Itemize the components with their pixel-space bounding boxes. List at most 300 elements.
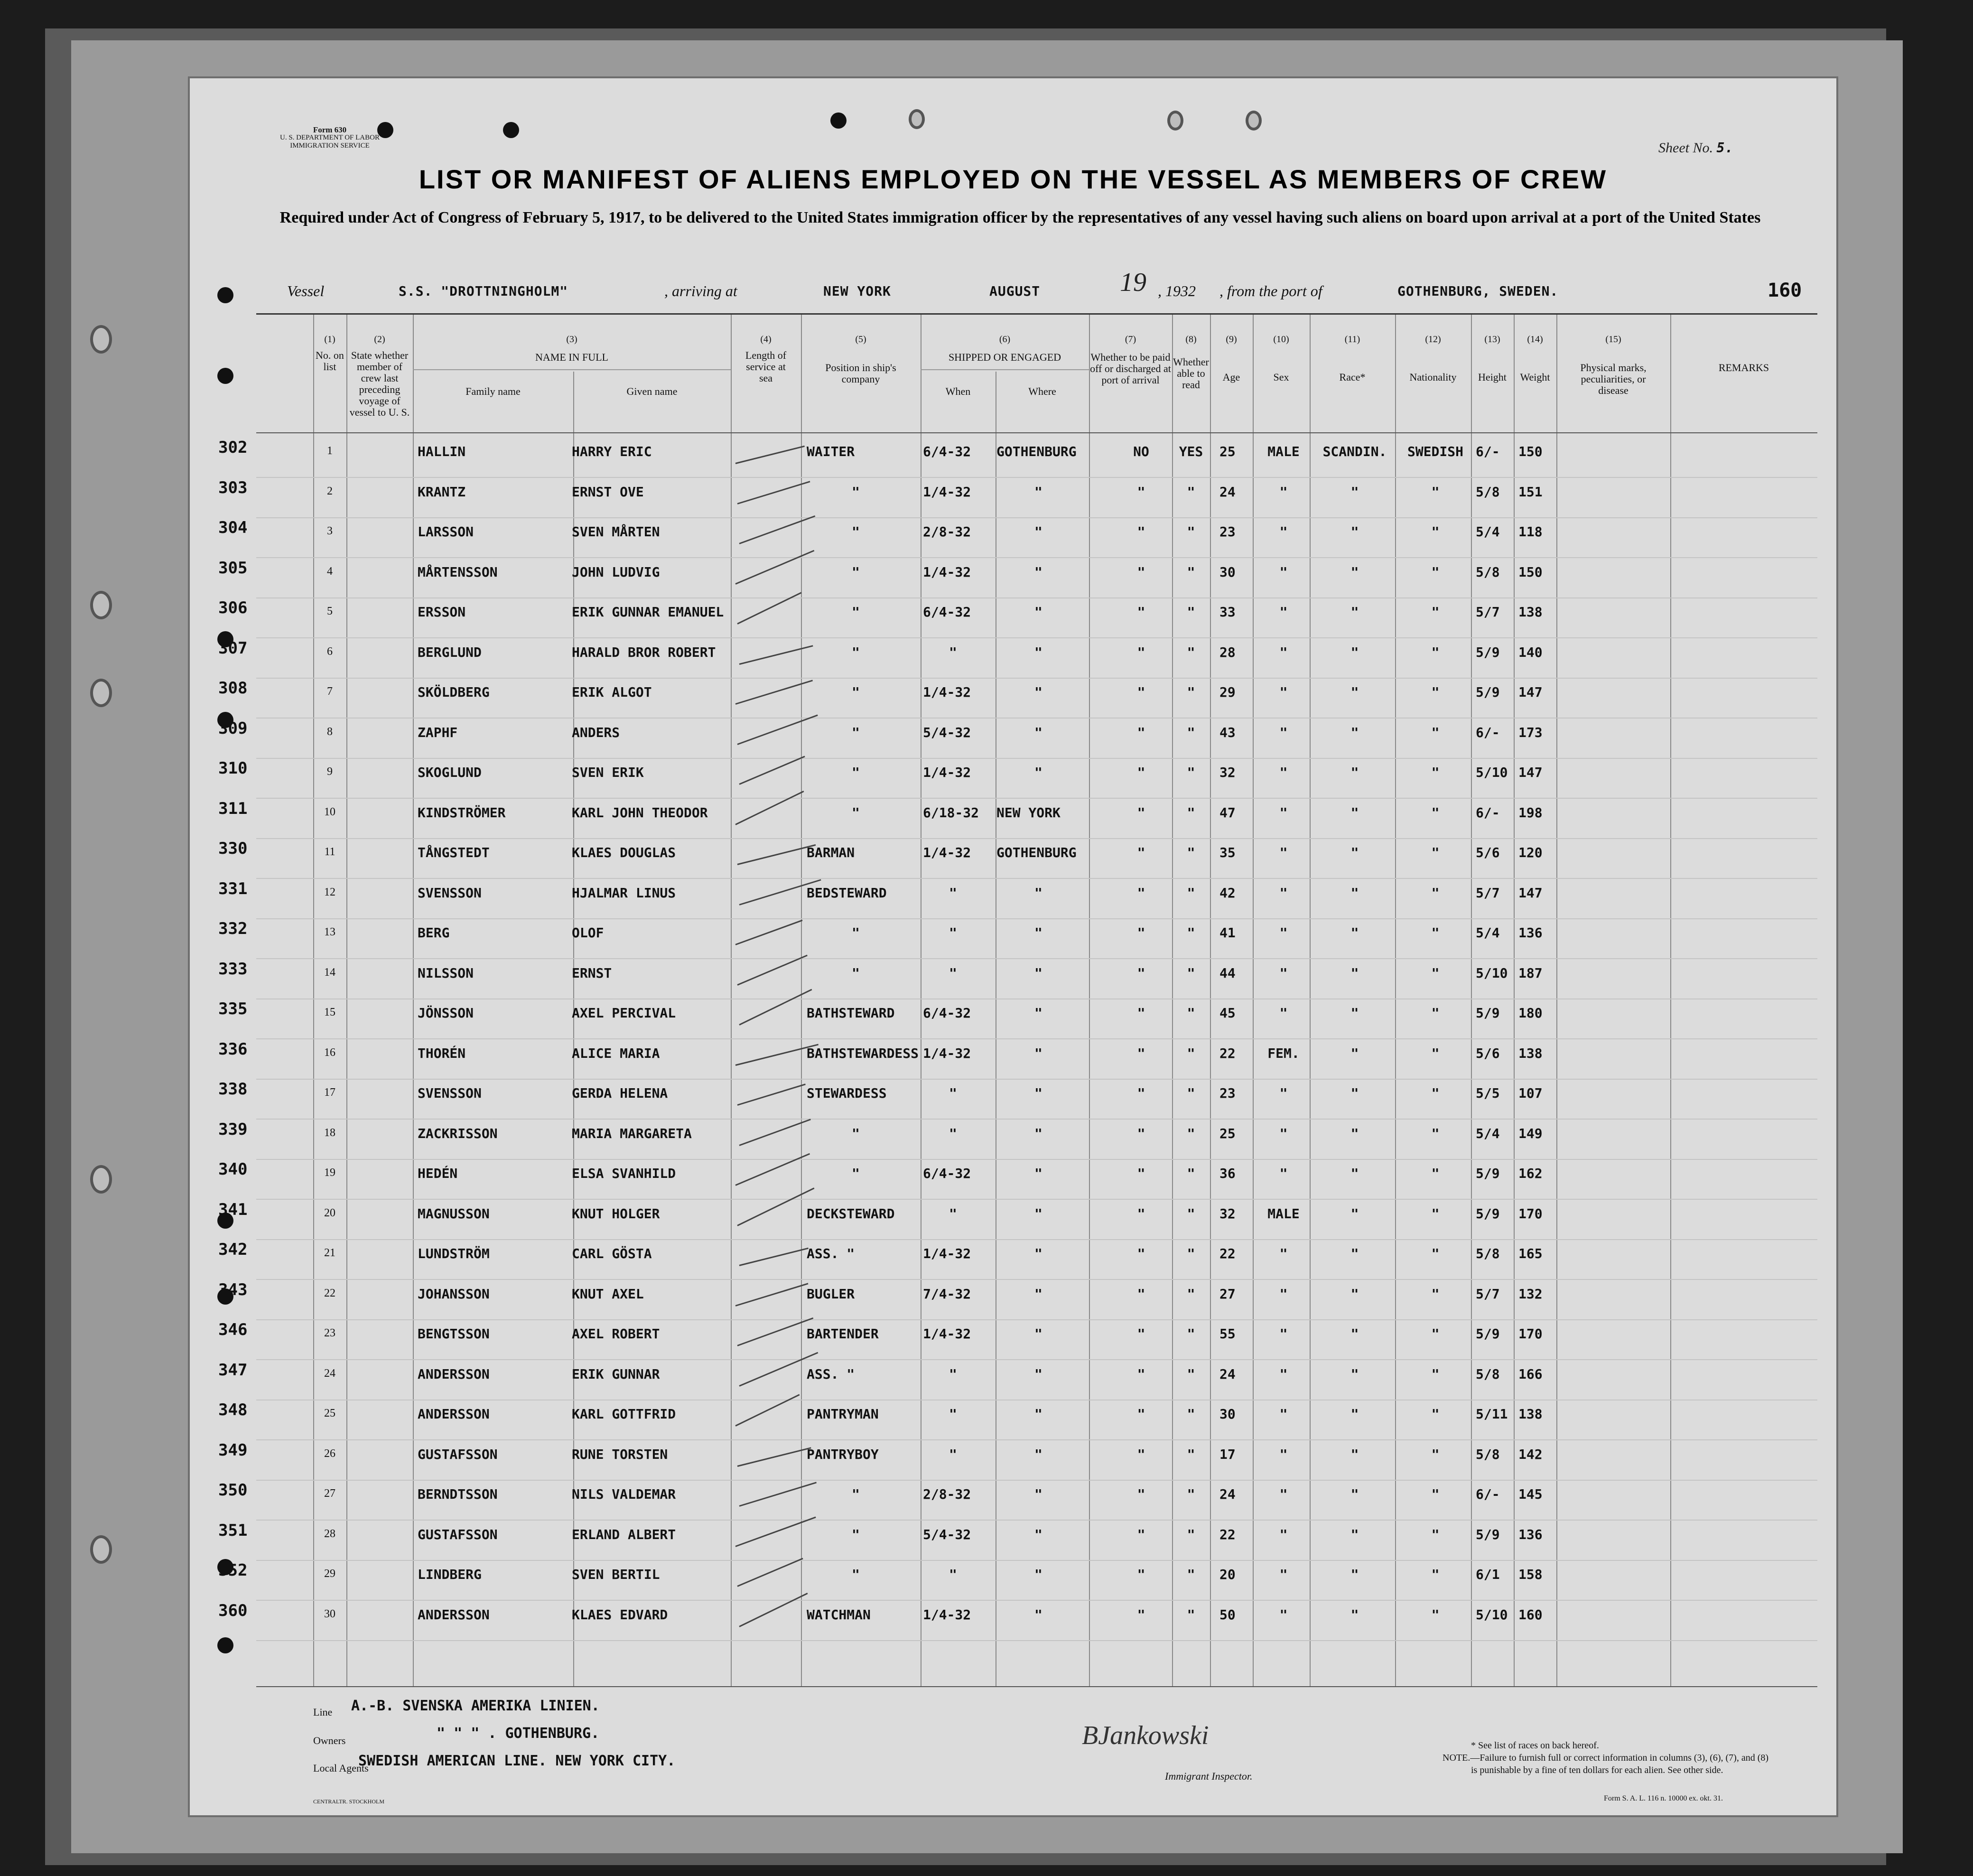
given-name: JOHN LUDVIG <box>572 564 660 580</box>
position: " <box>852 684 860 700</box>
weight: 138 <box>1518 604 1543 620</box>
shipped-when: 1/4-32 <box>923 1326 971 1342</box>
header-num: (11) <box>1344 334 1360 345</box>
printer-mark: CENTRALTR. STOCKHOLM <box>313 1798 385 1805</box>
height: 5/7 <box>1476 885 1500 901</box>
sex: " <box>1279 1486 1288 1502</box>
manifest-footer <box>256 1687 1817 1806</box>
manifest-serial: 302 <box>218 438 248 457</box>
family-name: JÖNSSON <box>418 1005 474 1021</box>
shipped-when: " <box>949 1125 957 1141</box>
sex: " <box>1279 765 1288 780</box>
header-col4 <box>731 334 801 384</box>
table-row <box>218 518 1817 558</box>
paid-off: " <box>1137 484 1145 500</box>
position: " <box>852 1567 860 1582</box>
list-number: 19 <box>324 1167 335 1179</box>
arrival-day: 19 <box>1120 268 1146 297</box>
sex: FEM. <box>1267 1045 1300 1061</box>
height: 5/9 <box>1476 1166 1500 1181</box>
given-name: ERLAND ALBERT <box>572 1526 676 1542</box>
sheet-number <box>1658 140 1733 156</box>
list-number: 30 <box>324 1607 335 1620</box>
position: BARTENDER <box>807 1326 879 1342</box>
weight: 147 <box>1518 885 1543 901</box>
family-name: ANDERSSON <box>418 1606 490 1623</box>
paid-off: " <box>1137 524 1145 540</box>
list-number: 5 <box>327 605 333 617</box>
able-to-read: " <box>1187 1246 1195 1261</box>
header-num: (1) <box>324 334 335 345</box>
header-label: Position in ship's company <box>825 362 896 385</box>
page-subtitle: Required under Act of Congress of February 5, 1917, to be delivered to the United States immigration officer by the representatives of any vessel having such aliens on board upon arrival at a port of the United States <box>279 209 1761 226</box>
height: 6/1 <box>1476 1567 1500 1582</box>
shipped-where: " <box>1034 1125 1042 1141</box>
list-number: 17 <box>324 1086 335 1099</box>
shipped-where: " <box>1034 684 1042 700</box>
department: U. S. DEPARTMENT OF LABOR <box>280 134 380 141</box>
manifest-serial: 310 <box>218 759 248 778</box>
list-number: 3 <box>327 525 333 537</box>
stamp-number: 160 <box>1768 280 1802 301</box>
paid-off: NO <box>1133 444 1149 459</box>
paid-off: " <box>1137 1606 1145 1623</box>
shipped-when: " <box>949 1406 957 1422</box>
nationality: " <box>1431 1486 1440 1502</box>
able-to-read: " <box>1187 1366 1195 1382</box>
manifest-serial: 330 <box>218 839 248 858</box>
list-number: 2 <box>327 485 333 497</box>
list-number: 9 <box>327 765 333 778</box>
weight: 147 <box>1518 765 1543 780</box>
height: 5/4 <box>1476 524 1500 540</box>
page-title: LIST OR MANIFEST OF ALIENS EMPLOYED ON THE VESSEL AS MEMBERS OF CREW <box>419 164 1608 194</box>
check-mark <box>737 1558 803 1587</box>
height: 5/9 <box>1476 1205 1500 1222</box>
table-row <box>218 1280 1817 1320</box>
position: " <box>852 1526 860 1542</box>
height: 5/4 <box>1476 925 1500 941</box>
header-col11 <box>1310 334 1395 383</box>
header-label: Height <box>1478 371 1507 383</box>
agents-value: SWEDISH AMERICAN LINE. NEW YORK CITY. <box>358 1753 676 1769</box>
inspector-signature: BJankowski <box>1082 1721 1209 1750</box>
age: 24 <box>1219 1486 1236 1502</box>
given-name: ERIK GUNNAR <box>572 1366 660 1382</box>
position: DECKSTEWARD <box>807 1205 895 1222</box>
sex: " <box>1279 684 1288 700</box>
header-col1 <box>313 334 346 373</box>
ring-hole <box>90 591 112 619</box>
shipped-where: " <box>1034 1526 1042 1542</box>
age: 24 <box>1219 1366 1236 1382</box>
age: 25 <box>1219 1125 1236 1141</box>
nationality: " <box>1431 604 1440 620</box>
age: 22 <box>1219 1246 1236 1261</box>
position: " <box>852 1166 860 1181</box>
punch-hole <box>503 122 519 138</box>
age: 17 <box>1219 1446 1236 1462</box>
age: 43 <box>1219 724 1236 740</box>
manifest-serial: 305 <box>218 558 248 578</box>
family-name: TÅNGSTEDT <box>418 845 490 860</box>
check-mark <box>737 1447 811 1467</box>
paid-off: " <box>1137 804 1145 821</box>
header-label: Whether to be paid off or discharged at port of arrival <box>1090 351 1171 386</box>
punch-hole <box>830 112 847 129</box>
sex: " <box>1279 1166 1288 1181</box>
able-to-read: " <box>1187 1326 1195 1342</box>
shipped-when: " <box>949 965 957 981</box>
race: SCANDIN. <box>1322 444 1387 459</box>
header-label: Nationality <box>1409 371 1457 383</box>
table-row <box>218 1601 1817 1641</box>
family-name: JOHANSSON <box>418 1286 490 1302</box>
table-row <box>218 679 1817 719</box>
given-name: ERNST OVE <box>572 484 644 500</box>
header-when: When <box>945 385 971 397</box>
shipped-when: 1/4-32 <box>923 1045 971 1061</box>
age: 36 <box>1219 1166 1236 1181</box>
given-name: KNUT AXEL <box>572 1286 644 1302</box>
owners-label: Owners <box>313 1735 346 1746</box>
subheader-rule <box>921 369 1089 370</box>
shipped-where: " <box>1034 1446 1042 1462</box>
shipped-where: " <box>1034 644 1042 660</box>
position: PANTRYMAN <box>807 1406 879 1422</box>
height: 5/10 <box>1476 965 1508 981</box>
shipped-when: 6/4-32 <box>923 1005 971 1021</box>
position: " <box>852 1486 860 1502</box>
age: 27 <box>1219 1286 1236 1302</box>
shipped-when: 1/4-32 <box>923 845 971 860</box>
shipped-where: " <box>1034 1406 1042 1422</box>
given-name: ERNST <box>572 965 612 981</box>
age: 35 <box>1219 845 1236 860</box>
paid-off: " <box>1137 1526 1145 1542</box>
able-to-read: " <box>1187 1045 1195 1061</box>
footnote-penalty-cont: is punishable by a fine of ten dollars for each alien. See other side. <box>1471 1765 1723 1775</box>
crew-table <box>218 313 1817 1686</box>
paid-off: " <box>1137 1205 1145 1222</box>
manifest-serial: 340 <box>218 1160 248 1179</box>
position: " <box>852 564 860 580</box>
age: 22 <box>1219 1045 1236 1061</box>
position: " <box>852 804 860 821</box>
height: 5/10 <box>1476 1606 1508 1623</box>
shipped-where: " <box>1034 925 1042 941</box>
position: " <box>852 724 860 740</box>
able-to-read: " <box>1187 845 1195 860</box>
family-name: MÅRTENSSON <box>418 564 498 580</box>
check-mark <box>737 954 807 985</box>
form-number: Form 630 <box>313 125 347 134</box>
able-to-read: " <box>1187 1526 1195 1542</box>
footnote-races: * See list of races on back hereof. <box>1471 1740 1599 1751</box>
position: " <box>852 925 860 941</box>
race: " <box>1350 845 1359 860</box>
family-name: SVENSSON <box>418 1085 482 1101</box>
manifest-serial: 309 <box>218 719 248 738</box>
list-number: 10 <box>324 805 335 818</box>
table-row <box>218 1200 1817 1240</box>
sex: " <box>1279 484 1288 500</box>
weight: 150 <box>1518 564 1543 580</box>
race: " <box>1350 1526 1359 1542</box>
age: 50 <box>1219 1606 1236 1623</box>
table-row <box>218 1080 1817 1120</box>
position: " <box>852 644 860 660</box>
sex: " <box>1279 1005 1288 1021</box>
sex: " <box>1279 564 1288 580</box>
check-mark <box>737 481 810 504</box>
ring-hole <box>1246 111 1262 131</box>
paid-off: " <box>1137 1567 1145 1582</box>
able-to-read: " <box>1187 885 1195 901</box>
table-row <box>218 959 1817 999</box>
list-number: 14 <box>324 966 335 979</box>
race: " <box>1350 1005 1359 1021</box>
able-to-read: " <box>1187 1446 1195 1462</box>
race: " <box>1350 644 1359 660</box>
height: 5/7 <box>1476 604 1500 620</box>
race: " <box>1350 965 1359 981</box>
given-name: ERIK GUNNAR EMANUEL <box>572 604 724 620</box>
nationality: " <box>1431 1567 1440 1582</box>
age: 33 <box>1219 604 1236 620</box>
nationality: " <box>1431 885 1440 901</box>
shipped-when: 6/18-32 <box>923 804 979 821</box>
shipped-where: GOTHENBURG <box>996 845 1077 860</box>
paid-off: " <box>1137 1005 1145 1021</box>
shipped-where: " <box>1034 1045 1042 1061</box>
manifest-serial: 339 <box>218 1120 248 1139</box>
able-to-read: " <box>1187 484 1195 500</box>
able-to-read: " <box>1187 1286 1195 1302</box>
family-name: LUNDSTRÖM <box>418 1246 490 1261</box>
position: " <box>852 484 860 500</box>
form-identifier <box>268 126 391 150</box>
able-to-read: " <box>1187 1486 1195 1502</box>
age: 30 <box>1219 564 1236 580</box>
table-row <box>218 799 1817 839</box>
header-num: (10) <box>1273 334 1289 345</box>
family-name: GUSTAFSSON <box>418 1526 498 1542</box>
manifest-serial: 360 <box>218 1601 248 1620</box>
header-label: Sex <box>1273 371 1289 383</box>
nationality: " <box>1431 804 1440 821</box>
list-number: 24 <box>324 1367 335 1380</box>
service: IMMIGRATION SERVICE <box>290 142 370 149</box>
race: " <box>1350 885 1359 901</box>
age: 42 <box>1219 885 1236 901</box>
manifest-serial: 304 <box>218 518 248 537</box>
able-to-read: " <box>1187 684 1195 700</box>
check-mark <box>735 446 805 464</box>
header-given-name: Given name <box>626 385 678 397</box>
list-number: 27 <box>324 1487 335 1500</box>
shipped-where: " <box>1034 1286 1042 1302</box>
table-row <box>218 1440 1817 1481</box>
shipped-when: 1/4-32 <box>923 684 971 700</box>
sheet-number-value: 5. <box>1716 140 1734 156</box>
manifest-serial: 333 <box>218 959 248 979</box>
sex: " <box>1279 885 1288 901</box>
shipped-where: " <box>1034 1567 1042 1582</box>
manifest-serial: 308 <box>218 679 248 698</box>
list-number: 12 <box>324 886 335 898</box>
sex: " <box>1279 1567 1288 1582</box>
check-mark <box>735 920 802 945</box>
nationality: " <box>1431 1205 1440 1222</box>
race: " <box>1350 1205 1359 1222</box>
given-name: HARRY ERIC <box>572 444 652 459</box>
age: 55 <box>1219 1326 1236 1342</box>
given-name: SVEN ERIK <box>572 765 644 780</box>
check-mark <box>739 645 813 665</box>
weight: 138 <box>1518 1406 1543 1422</box>
list-number: 23 <box>324 1327 335 1339</box>
shipped-when: " <box>949 1567 957 1582</box>
family-name: SVENSSON <box>418 885 482 901</box>
shipped-when: 6/4-32 <box>923 444 971 459</box>
age: 29 <box>1219 684 1236 700</box>
shipped-where: " <box>1034 1205 1042 1222</box>
shipped-where: " <box>1034 484 1042 500</box>
nationality: " <box>1431 1125 1440 1141</box>
sex: " <box>1279 1246 1288 1261</box>
vessel-line <box>247 268 1813 306</box>
shipped-when: 2/8-32 <box>923 1486 971 1502</box>
weight: 158 <box>1518 1567 1543 1582</box>
weight: 150 <box>1518 444 1543 459</box>
shipped-when: " <box>949 644 957 660</box>
family-name: ANDERSSON <box>418 1366 490 1382</box>
weight: 162 <box>1518 1166 1543 1181</box>
family-name: KINDSTRÖMER <box>418 804 506 821</box>
manifest-serial: 311 <box>218 799 248 818</box>
shipped-when: 2/8-32 <box>923 524 971 540</box>
shipped-when: " <box>949 885 957 901</box>
header-num: (3) <box>566 334 577 345</box>
table-row <box>218 638 1817 679</box>
paid-off: " <box>1137 564 1145 580</box>
vessel-label: Vessel <box>287 282 325 299</box>
age: 32 <box>1219 1205 1236 1222</box>
family-name: BENGTSSON <box>418 1326 490 1342</box>
table-row <box>218 1360 1817 1400</box>
nationality: " <box>1431 845 1440 860</box>
given-name: KLAES DOUGLAS <box>572 845 676 860</box>
sex: " <box>1279 1286 1288 1302</box>
able-to-read: " <box>1187 724 1195 740</box>
sex: " <box>1279 644 1288 660</box>
height: 5/9 <box>1476 684 1500 700</box>
shipped-where: " <box>1034 564 1042 580</box>
manifest-serial: 335 <box>218 999 248 1018</box>
shipped-where: " <box>1034 1486 1042 1502</box>
header-label: Age <box>1222 371 1240 383</box>
paid-off: " <box>1137 1246 1145 1261</box>
age: 32 <box>1219 765 1236 780</box>
table-row <box>218 598 1817 638</box>
shipped-where: " <box>1034 524 1042 540</box>
paid-off: " <box>1137 845 1145 860</box>
list-number: 8 <box>327 725 333 738</box>
given-name: MARIA MARGARETA <box>572 1125 692 1141</box>
given-name: SVEN BERTIL <box>572 1567 660 1582</box>
ring-hole <box>90 1535 112 1564</box>
manifest-serial: 343 <box>218 1280 248 1299</box>
table-row <box>218 1320 1817 1360</box>
given-name: ANDERS <box>572 724 620 740</box>
position: BEDSTEWARD <box>807 885 887 901</box>
weight: 136 <box>1518 1526 1543 1542</box>
manifest-serial: 351 <box>218 1521 248 1540</box>
race: " <box>1350 1326 1359 1342</box>
arriving-label: , arriving at <box>664 282 737 299</box>
race: " <box>1350 1085 1359 1101</box>
shipped-where: " <box>1034 724 1042 740</box>
weight: 165 <box>1518 1246 1543 1261</box>
header-label: State whether member of crew last preceding voyage of vessel to U. S. <box>349 349 410 418</box>
header-label: Length of service at sea <box>745 349 787 384</box>
able-to-read: " <box>1187 644 1195 660</box>
paid-off: " <box>1137 1166 1145 1181</box>
sex: " <box>1279 1366 1288 1382</box>
shipped-where: NEW YORK <box>996 804 1061 821</box>
table-row <box>218 1521 1817 1561</box>
table-row <box>218 719 1817 759</box>
check-mark <box>739 1119 810 1146</box>
list-number: 20 <box>324 1206 335 1219</box>
position: ASS. " <box>807 1366 855 1382</box>
height: 5/6 <box>1476 845 1500 860</box>
nationality: " <box>1431 1286 1440 1302</box>
header-col15 <box>1556 334 1670 396</box>
weight: 138 <box>1518 1045 1543 1061</box>
table-row <box>218 558 1817 598</box>
agents-label: Local Agents <box>313 1762 369 1774</box>
height: 6/- <box>1476 444 1500 459</box>
header-num: (4) <box>760 334 772 345</box>
age: 28 <box>1219 644 1236 660</box>
line-label: Line <box>313 1706 333 1718</box>
race: " <box>1350 765 1359 780</box>
header-num: (12) <box>1425 334 1441 345</box>
family-name: NILSSON <box>418 965 474 981</box>
check-mark <box>735 680 813 705</box>
weight: 118 <box>1518 524 1543 540</box>
list-number: 13 <box>324 926 335 938</box>
check-mark <box>739 756 805 785</box>
weight: 136 <box>1518 925 1543 941</box>
footnote-penalty: NOTE.—Failure to furnish full or correct information in columns (3), (6), (7), and (8) <box>1443 1753 1769 1763</box>
position: " <box>852 1125 860 1141</box>
header-num: (6) <box>999 334 1011 345</box>
given-name: CARL GÖSTA <box>572 1246 652 1261</box>
table-row <box>218 1481 1817 1521</box>
family-name: ERSSON <box>418 604 466 620</box>
list-number: 1 <box>327 445 333 457</box>
family-name: BERGLUND <box>418 644 482 660</box>
age: 44 <box>1219 965 1236 981</box>
given-name: RUNE TORSTEN <box>572 1446 668 1462</box>
shipped-when: " <box>949 1366 957 1382</box>
family-name: LARSSON <box>418 524 474 540</box>
family-name: BERNDTSSON <box>418 1486 498 1502</box>
header-col8 <box>1172 334 1210 391</box>
